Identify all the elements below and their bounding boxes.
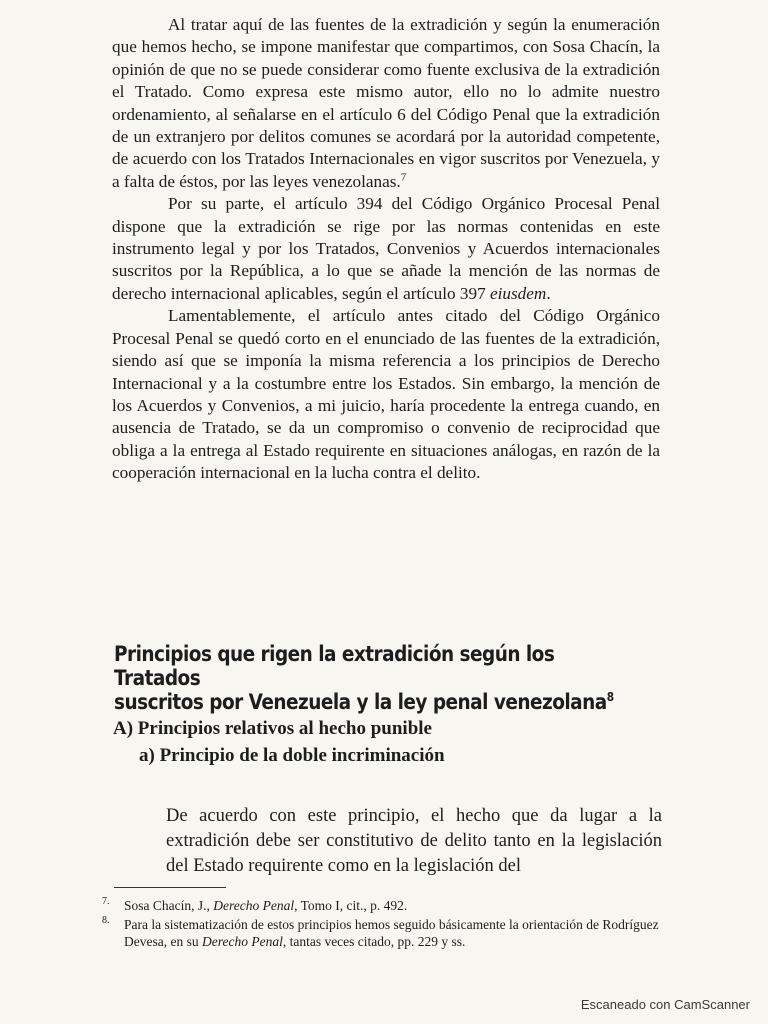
subheading-a: A) Principios relativos al hecho punible	[113, 718, 432, 739]
footnote-divider	[114, 887, 226, 888]
section-paragraph: De acuerdo con este principio, el hecho que da lugar a la extradición debe ser constitutivo de delito tanto en la legislación del Estado requirente como en la legislación del	[166, 805, 662, 876]
scanner-watermark: Escaneado con CamScanner	[580, 997, 750, 1012]
footnote-8-end: , tantas veces citado, pp. 229 y ss.	[282, 934, 466, 949]
paragraph-2-italic: eiusdem	[489, 283, 547, 303]
footnote-7-text: Sosa Chacín, J.,	[124, 898, 214, 913]
section-heading-line-2: suscritos por Venezuela y la ley penal venezolana	[114, 690, 607, 714]
page-body	[112, 14, 660, 485]
footnote-7-italic: Derecho Penal	[213, 898, 295, 913]
footnote-7-number: 7.	[102, 896, 110, 907]
section-heading	[114, 642, 642, 714]
paragraph-1	[112, 14, 660, 193]
paragraph-2	[112, 193, 660, 305]
paragraph-2-end: .	[546, 283, 551, 303]
paragraph-1-text: Al tratar aquí de las fuentes de la extradición y según la enumeración que hemos hecho, se impone manifestar que compartimos, con Sosa Chacín, la opinión de que no se puede considerar como fuente exclusiva de la extradición el Tratado. Como expresa este mismo autor, ello no lo admite nuestro ordenamiento, al señalarse en el artículo 6 del Código Penal que la extradición de un extranjero por delitos comunes se acordará por la autoridad competente, de acuerdo con los Tratados Internacionales en vigor suscritos por Venezuela, y a falta de éstos, por las leyes venezolanas.	[112, 15, 660, 191]
footnote-8-italic: Derecho Penal	[201, 934, 283, 949]
footnote-ref-8: 8	[606, 690, 614, 704]
paragraph-3: Lamentablemente, el artículo antes citado del Código Orgánico Procesal Penal se quedó corto en el enunciado de las fuentes de la extradición, siendo así que se imponía la misma referencia a los principios de Derecho Internacional y a la costumbre entre los Estados. Sin embargo, la mención de los Acuerdos y Convenios, a mi juicio, haría procedente la entrega cuando, en ausencia de Tratado, se da un compromiso o convenio de reciprocidad que obliga a la entrega al Estado requirente en situaciones análogas, en razón de la cooperación internacional en la lucha contra el delito.	[112, 306, 660, 483]
footnote-7-end: , Tomo I, cit., p. 492.	[294, 898, 408, 913]
footnote-7	[102, 897, 662, 914]
footnote-ref-7: 7	[400, 171, 407, 184]
subheading-a-a: a) Principio de la doble incriminación	[139, 745, 445, 766]
footnotes	[102, 897, 662, 952]
footnote-8-text: Para la sistematización de estos principios hemos seguido básicamente la orientación de Rodríguez Devesa, en su	[124, 917, 659, 949]
footnote-8	[102, 916, 662, 950]
section-heading-line-1: Principios que rigen la extradición según los Tratados	[114, 642, 555, 690]
footnote-8-number: 8.	[102, 915, 110, 926]
paragraph-2-text: Por su parte, el artículo 394 del Código Orgánico Procesal Penal dispone que la extradición se rige por las normas contenidas en este instrumento legal y por los Tratados, Convenios y Acuerdos internacionales suscritos por la República, a lo que se añade la mención de las normas de derecho internacional aplicables, según el artículo 397	[112, 194, 660, 303]
